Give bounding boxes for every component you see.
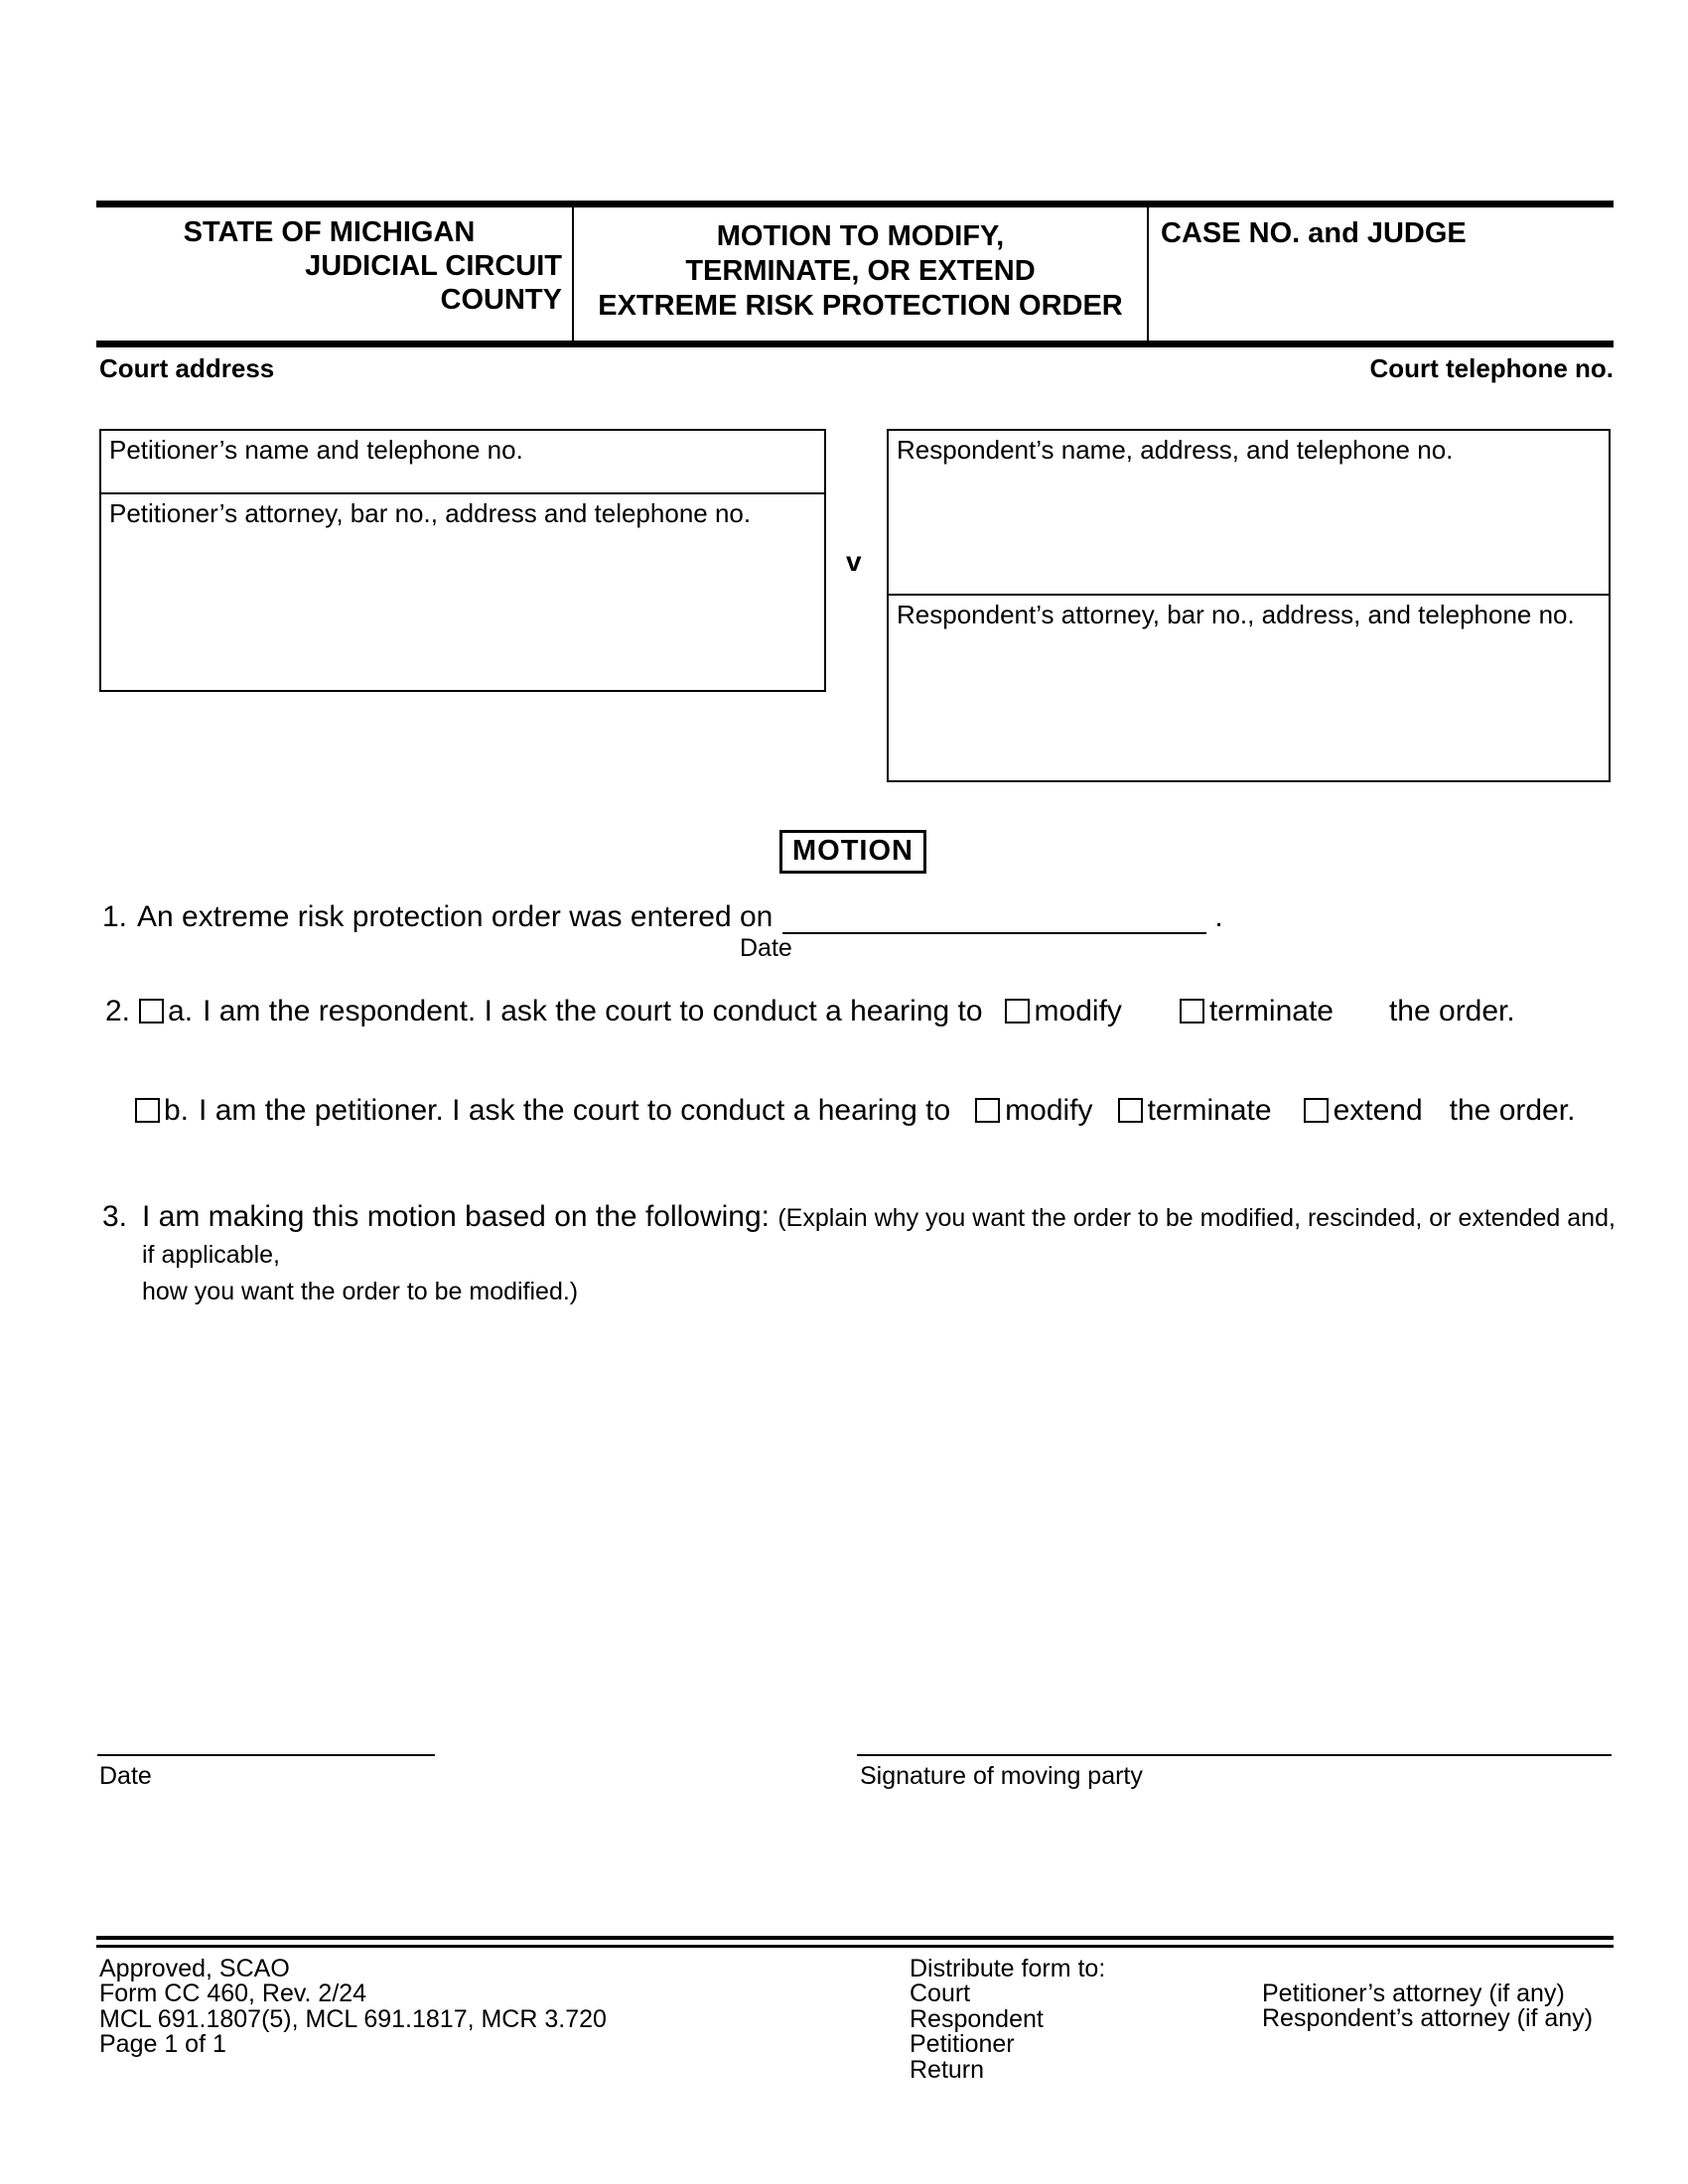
label-2a-modify: modify [1034,995,1122,1027]
item-2b-text: I am the petitioner. I ask the court to conduct a hearing to [199,1094,951,1127]
checkbox-2b-extend[interactable] [1304,1098,1329,1123]
date-line-label: Date [99,1762,152,1790]
distribute-title: Distribute form to: [910,1955,1106,1982]
footer-form-info [99,1957,607,2058]
label-2b-modify: modify [1005,1094,1093,1127]
header-court-cell[interactable] [96,207,574,341]
case-no-judge-field[interactable] [1149,207,1614,341]
footer-attorneys-list [1262,1981,1593,2032]
petitioner-name-label: Petitioner’s name and telephone no. [109,435,523,465]
court-address-label: Court address [99,353,275,383]
date-signature-line[interactable] [97,1754,435,1756]
respondent-name-label: Respondent’s name, address, and telephone no. [897,435,1454,465]
checkbox-2b[interactable] [135,1098,160,1123]
footer-page-number: Page 1 of 1 [99,2030,226,2059]
footer-rule [96,1936,1614,1948]
item-2a-letter: a. [168,995,194,1027]
petitioner-attorney-label: Petitioner’s attorney, bar no., address and telephone no. [109,498,752,528]
checkbox-2a-modify[interactable] [1005,999,1030,1024]
footer-statutes: MCL 691.1807(5), MCL 691.1817, MCR 3.720 [99,2004,607,2033]
order-date-line-label: Date [740,934,792,962]
motion-heading: MOTION [779,830,926,874]
item-2b-letter: b. [164,1094,190,1127]
item-1-suffix: . [1214,900,1223,933]
footer-form-number: Form CC 460, Rev. 2/24 [99,1979,367,2008]
explanation-area[interactable] [99,1291,1611,1717]
checkbox-2a[interactable] [139,999,164,1024]
respondent-attorney-field[interactable] [889,596,1609,778]
signature-line-label: Signature of moving party [860,1762,1143,1790]
item-1-number: 1. [102,900,128,933]
court-telephone-label: Court telephone no. [1369,353,1614,383]
distribute-petitioner-attorney: Petitioner’s attorney (if any) [1262,1979,1565,2007]
respondent-attorney-label: Respondent’s attorney, bar no., address, and telephone no. [897,600,1575,629]
form-title-line1: MOTION TO MODIFY, [716,220,1005,252]
distribute-respondent: Respondent [910,2004,1044,2033]
petitioner-name-field[interactable] [101,431,824,494]
distribute-petitioner: Petitioner [910,2030,1015,2059]
respondent-name-field[interactable] [889,431,1609,596]
state-line: STATE OF MICHIGAN [183,216,476,248]
distribute-respondent-attorney: Respondent’s attorney (if any) [1262,2004,1594,2033]
item-2b-suffix: the order. [1449,1094,1576,1127]
item-3-number: 3. [102,1200,128,1233]
case-no-judge-label: CASE NO. and JUDGE [1161,217,1467,249]
motion-item-2a [105,995,1515,1028]
item-2a-text: I am the respondent. I ask the court to conduct a hearing to [203,995,983,1027]
checkbox-2b-modify[interactable] [975,1098,1000,1123]
form-title-line2: TERMINATE, OR EXTEND [685,255,1036,287]
motion-item-1 [102,898,1223,934]
header-caption-table [96,201,1614,347]
footer-approved: Approved, SCAO [99,1955,290,1982]
versus-label: v [846,546,862,577]
checkbox-2b-terminate[interactable] [1118,1098,1143,1123]
item-3-hint-line1: (Explain why you want the order to be modified, rescinded, or extended and, if applicable, [142,1204,1616,1269]
moving-party-signature-line[interactable] [857,1754,1612,1756]
distribute-court: Court [910,1979,971,2008]
footer-distribute-list [910,1957,1105,2083]
judicial-circuit-line: JUDICIAL CIRCUIT [305,250,562,282]
checkbox-2a-terminate[interactable] [1180,999,1204,1024]
order-date-input-line[interactable] [782,898,1206,934]
item-3-text: I am making this motion based on the following: [142,1200,771,1233]
label-2b-extend: extend [1333,1094,1423,1127]
motion-item-2b [135,1094,1575,1128]
respondent-box [887,429,1611,782]
label-2b-terminate: terminate [1147,1094,1272,1127]
item-2-number: 2. [105,995,131,1027]
petitioner-box [99,429,826,692]
form-title-cell [574,207,1149,341]
distribute-return: Return [910,2055,985,2084]
petitioner-attorney-field[interactable] [101,494,824,688]
label-2a-terminate: terminate [1208,995,1334,1027]
county-line: COUNTY [440,284,562,316]
item-3-hint-line2: how you want the order to be modified.) [142,1278,579,1305]
item-2a-suffix: the order. [1388,995,1515,1027]
item-1-text: An extreme risk protection order was entered on [137,900,774,933]
form-title-line3: EXTREME RISK PROTECTION ORDER [598,290,1123,322]
